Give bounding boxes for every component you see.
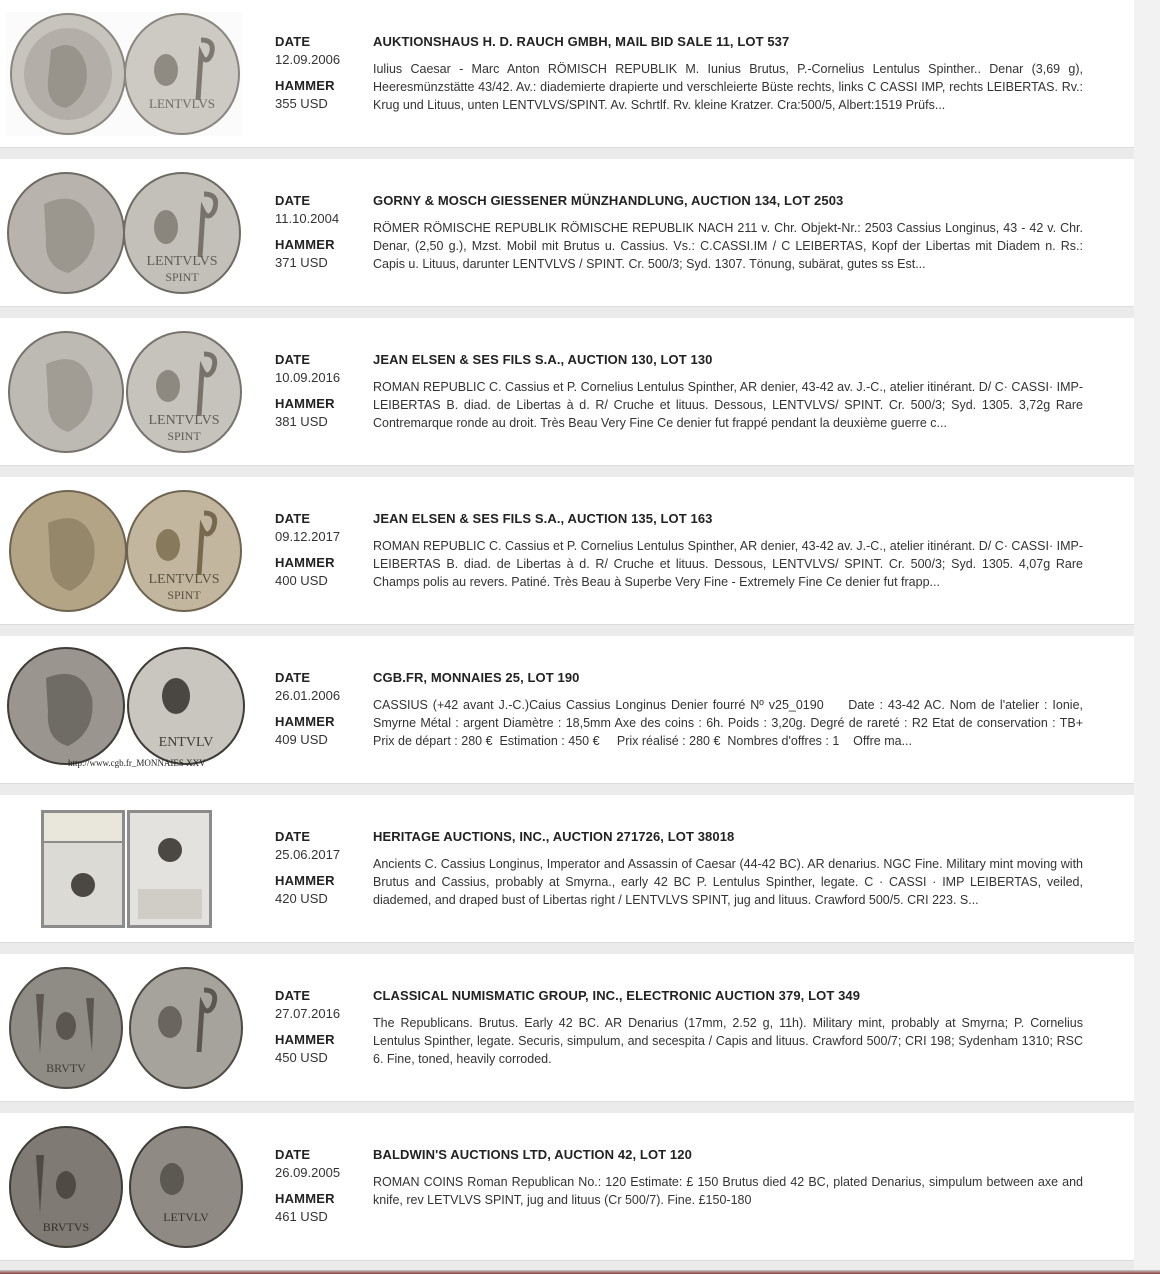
hammer-value: 371 USD: [275, 255, 328, 270]
auction-title[interactable]: CLASSICAL NUMISMATIC GROUP, INC., ELECTRONIC AUCTION 379, LOT 349: [373, 988, 861, 1003]
hammer-label: HAMMER: [275, 237, 335, 252]
hammer-label: HAMMER: [275, 873, 335, 888]
hammer-value: 461 USD: [275, 1209, 328, 1224]
coin-image[interactable]: [6, 328, 246, 456]
hammer-value: 450 USD: [275, 1050, 328, 1065]
hammer-value: 381 USD: [275, 414, 328, 429]
lot-description: ROMAN REPUBLIC C. Cassius et P. Cornelius Lentulus Spinther, AR denier, 43-42 av. J.-C., atelier itinérant. D/ C· CASSI· IMP- LEIBERTAS B. diad. de Libertas à d. R/ Cruche et lituus. Dessous, LENTVLVS/ SPINT. Cr. 500/3; Syd. 1305. 3,72g Rare Contremarque ronde au droit. Très Beau Very Fine Ce denier fut frappé pendant la deuxième guerre c...: [373, 380, 1083, 430]
meta-column: [275, 1147, 365, 1224]
scrollbar-track[interactable]: [1134, 0, 1160, 1274]
auction-title[interactable]: HERITAGE AUCTIONS, INC., AUCTION 271726, LOT 38018: [373, 829, 735, 844]
meta-column: [275, 352, 365, 429]
info-column: [373, 352, 1083, 432]
meta-column: [275, 511, 365, 588]
hammer-value: 400 USD: [275, 573, 328, 588]
date-value: 25.06.2017: [275, 847, 341, 862]
hammer-value: 420 USD: [275, 891, 328, 906]
auction-title[interactable]: CGB.FR, MONNAIES 25, LOT 190: [373, 670, 580, 685]
svg-text:ENTVLV: ENTVLV: [158, 735, 214, 750]
result-row[interactable]: [0, 0, 1134, 148]
date-label: DATE: [275, 670, 311, 685]
result-row[interactable]: [0, 477, 1134, 625]
date-value: 09.12.2017: [275, 529, 341, 544]
coin-image[interactable]: [6, 487, 246, 615]
date-label: DATE: [275, 829, 311, 844]
svg-text:LENTVLVS: LENTVLVS: [148, 413, 220, 428]
info-column: [373, 988, 1083, 1068]
result-row[interactable]: [0, 795, 1134, 943]
image-watermark: http://www.cgb.fr_MONNAIES XXV: [68, 758, 206, 768]
date-value: 10.09.2016: [275, 370, 341, 385]
date-value: 26.01.2006: [275, 688, 341, 703]
coin-image[interactable]: [6, 805, 246, 933]
date-value: 26.09.2005: [275, 1165, 341, 1180]
result-row[interactable]: [0, 318, 1134, 466]
date-value: 27.07.2016: [275, 1006, 341, 1021]
svg-text:SPINT: SPINT: [165, 270, 199, 284]
auction-title[interactable]: JEAN ELSEN & SES FILS S.A., AUCTION 130, LOT 130: [373, 352, 713, 367]
auction-title[interactable]: BALDWIN'S AUCTIONS LTD, AUCTION 42, LOT 120: [373, 1147, 692, 1162]
result-row[interactable]: [0, 159, 1134, 307]
hammer-value: 355 USD: [275, 96, 328, 111]
svg-text:BRVTV: BRVTV: [46, 1061, 86, 1075]
meta-column: [275, 193, 365, 270]
date-value: 11.10.2004: [275, 211, 340, 226]
hammer-label: HAMMER: [275, 1032, 335, 1047]
svg-text:LENTVLVS: LENTVLVS: [149, 96, 215, 111]
svg-text:SPINT: SPINT: [167, 588, 201, 602]
coin-image[interactable]: [6, 646, 246, 774]
date-value: 12.09.2006: [275, 52, 341, 67]
lot-description: Ancients C. Cassius Longinus, Imperator and Assassin of Caesar (44-42 BC). AR denarius. NGC Fine. Military mint moving with Brutus and Cassius, probably at Smyrna., early 42 BC P. Lentulus Spinther, legate. C · CASSI · IMP LEIBERTAS, veiled, diademed, and draped bust of Libertas right / LENTVLVS SPINT, jug and lituus. Crawford 500/5. CRI 223. S...: [373, 857, 1083, 907]
meta-column: [275, 829, 365, 906]
lot-description: ROMAN COINS Roman Republican No.: 120 Estimate: £ 150 Brutus died 42 BC, plated Denarius, simpulum between axe and knife, rev LETVLVS SPINT, jug and lituus (Cr 500/7). Fine. £150-180: [373, 1175, 1083, 1207]
result-row[interactable]: [0, 954, 1134, 1102]
date-label: DATE: [275, 988, 311, 1003]
coin-image[interactable]: [6, 1123, 246, 1251]
hammer-value: 409 USD: [275, 732, 328, 747]
lot-description: ROMAN REPUBLIC C. Cassius et P. Cornelius Lentulus Spinther, AR denier, 43-42 av. J.-C., atelier itinérant. D/ C· CASSI· IMP- LEIBERTAS B. diad. de Libertas à d. R/ Cruche et lituus. Dessous, LENTVLVS/ SPINT. Cr. 500/3; Syd. 1305. 4,07g Rare Champs polis au revers. Patiné. Très Beau à Superbe Very Fine - Extremely Fine Ce denier fut frapp...: [373, 539, 1083, 589]
hammer-label: HAMMER: [275, 555, 335, 570]
date-label: DATE: [275, 34, 311, 49]
footer-divider: [0, 1270, 1160, 1274]
lot-description: RÖMER RÖMISCHE REPUBLIK RÖMISCHE REPUBLIK NACH 211 v. Chr. Objekt-Nr.: 2503 Cassius Longinus, 43 - 42 v. Chr. Denar, (2,50 g.), Mzst. Mobil mit Brutus u. Cassius. Vs.: C.CASSI.IM / C LEIBERTAS, Kopf der Libertas mit Diadem n. Rs.: Capis u. Lituus, darunter LENTVLVS / SPINT. Cr. 500/3; Syd. 1307. Tönung, subärat, gutes ss Est...: [373, 221, 1083, 271]
info-column: [373, 829, 1083, 909]
date-label: DATE: [275, 193, 311, 208]
info-column: [373, 1147, 1083, 1209]
svg-text:SPINT: SPINT: [167, 429, 201, 443]
info-column: [373, 34, 1083, 114]
lot-description: Iulius Caesar - Marc Anton RÖMISCH REPUBLIK M. Iunius Brutus, P.-Cornelius Lentulus Spinther.. Denar (3,69 g), Heeresmünzstätte 43/42. Av.: diademierte drapierte und verschleierte Büste rechts, links C CASSI IMP, rechts LEIBERTAS. Rv.: Krug und Lituus, unten LENTVLVS/SPINT. Av. Schrtlf. Rv. kleine Kratzer. Cra:500/5, Albert:1519 Prüfs...: [373, 62, 1083, 112]
coin-image[interactable]: [6, 10, 246, 138]
date-label: DATE: [275, 352, 311, 367]
hammer-label: HAMMER: [275, 714, 335, 729]
meta-column: [275, 988, 365, 1065]
lot-description: CASSIUS (+42 avant J.-C.)Caius Cassius Longinus Denier fourré Nº v25_0190 Date : 43-42 AC. Nom de l'atelier : Ionie, Smyrne Métal : argent Diamètre : 18,5mm Axe des coins : 6h. Poids : 3,20g. Degré de rareté : R2 Etat de conservation : TB+ Prix de départ : 280 € Estimation : 450 € Prix réalisé : 280 € Nombres d'offres : 1 Offre ma...: [373, 698, 1087, 748]
hammer-label: HAMMER: [275, 78, 335, 93]
meta-column: [275, 670, 365, 747]
hammer-label: HAMMER: [275, 1191, 335, 1206]
svg-text:LENTVLVS: LENTVLVS: [146, 254, 218, 269]
svg-text:LETVLV: LETVLV: [163, 1210, 209, 1224]
info-column: [373, 670, 1087, 750]
date-label: DATE: [275, 511, 311, 526]
info-column: [373, 511, 1083, 591]
coin-image[interactable]: [6, 169, 246, 297]
coin-image[interactable]: [6, 964, 246, 1092]
svg-text:BRVTVS: BRVTVS: [42, 1220, 90, 1234]
hammer-label: HAMMER: [275, 396, 335, 411]
result-row[interactable]: [0, 1113, 1134, 1261]
auction-title[interactable]: GORNY & MOSCH GIESSENER MÜNZHANDLUNG, AUCTION 134, LOT 2503: [373, 193, 844, 208]
auction-title[interactable]: JEAN ELSEN & SES FILS S.A., AUCTION 135, LOT 163: [373, 511, 713, 526]
lot-description: The Republicans. Brutus. Early 42 BC. AR Denarius (17mm, 2.52 g, 11h). Military mint, probably at Smyrna; P. Cornelius Lentulus Spinther, legate. Securis, simpulum, and secespita / Capis and lituus. Crawford 500/7; CRI 198; Sydenham 1310; RSC 6. Fine, toned, heavily corroded.: [373, 1016, 1083, 1066]
svg-text:LENTVLVS: LENTVLVS: [148, 572, 220, 587]
date-label: DATE: [275, 1147, 311, 1162]
auction-title[interactable]: AUKTIONSHAUS H. D. RAUCH GMBH, MAIL BID SALE 11, LOT 537: [373, 34, 790, 49]
info-column: [373, 193, 1083, 273]
result-row[interactable]: [0, 636, 1134, 784]
meta-column: [275, 34, 365, 111]
